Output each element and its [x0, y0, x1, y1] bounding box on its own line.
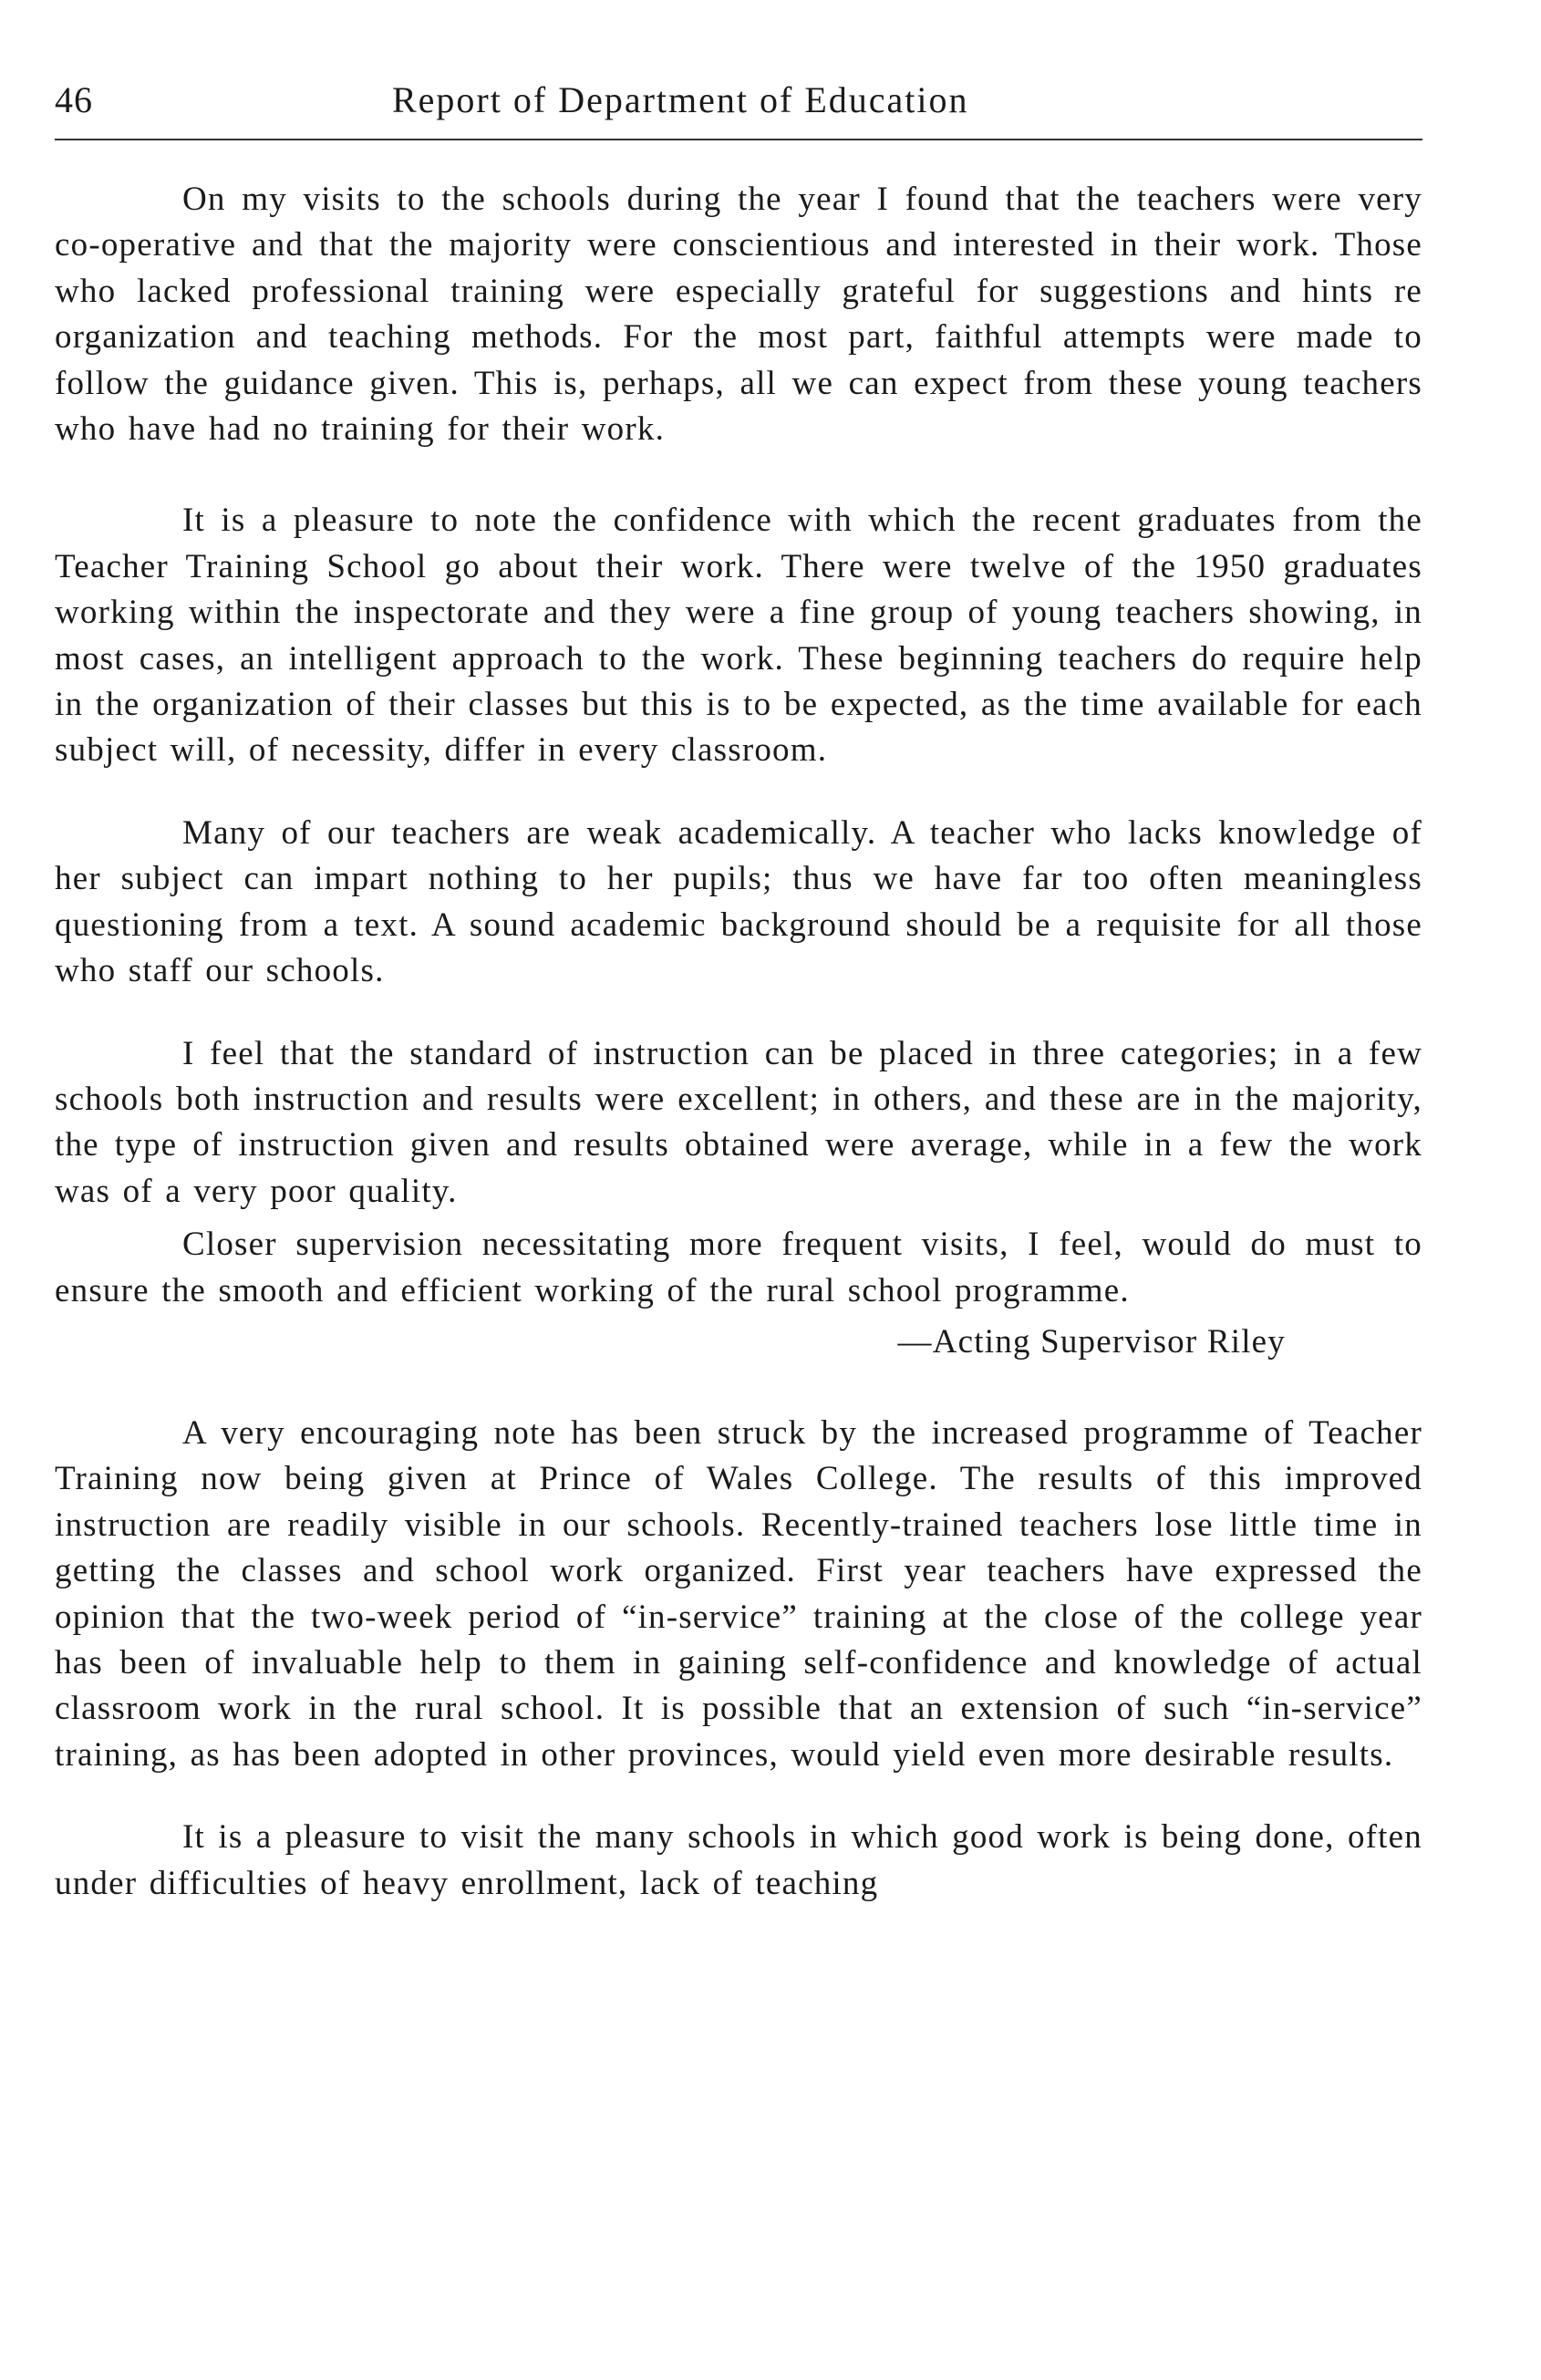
running-head: Report of Department of Education: [392, 79, 969, 120]
paragraph: It is a pleasure to visit the many schools in which good work is being done, often under difficulties of heavy enrollment, lack of teaching: [55, 1818, 1422, 1902]
paragraph: It is a pleasure to note the confidence with which the recent graduates from the Teacher Training School go about their work. There were twelve of the 1950 graduates working within the inspectorate and they were a fine group of young teachers showing, in most cases, an intelligent approach to the work. These beginning teachers do require help in the organization of their classes but this is to be expected, as the time available for each subject will, of necessity, differ in every classroom.: [55, 502, 1422, 770]
paragraph: Many of our teachers are weak academically. A teacher who lacks knowledge of her subject can impart nothing to her pupils; thus we have far too often meaningless questioning from a text. A sound academic background should be a requisite for all those who staff our schools.: [55, 813, 1422, 990]
page-body: [55, 177, 1422, 1907]
signature: —Acting Supervisor Riley: [897, 1322, 1286, 1361]
paragraph: On my visits to the schools during the year I found that the teachers were very co-operative and that the majority were conscientious and interested in their work. Those who lacked professional training were especially grateful for suggestions and hints re organization and teaching methods. For the most part, faithful attempts were made to follow the guidance given. This is, perhaps, all we can expect from these young teachers who have had no training for their work.: [55, 181, 1422, 449]
paragraph: A very encouraging note has been struck by the increased programme of Teacher Training now being given at Prince of Wales College. The results of this improved instruction are readily visible in our schools. Recently-trained teachers lose little time in getting the classes and school work organized. First year teachers have expressed the opinion that the two-week period of “in-service” training at the close of the college year has been of invaluable help to them in gaining self-confidence and knowledge of actual classroom work in the rural school. It is possible that an extension of such “in-service” training, as has been adopted in other provinces, would yield even more desirable results.: [55, 1413, 1422, 1774]
paragraph: I feel that the standard of instruction can be placed in three categories; in a few schools both instruction and results were excellent; in others, and these are in the majority, the type of instruction given and results obtained were average, while in a few the work was of a very poor quality.: [55, 1034, 1422, 1210]
paragraph: Closer supervision necessitating more frequent visits, I feel, would do must to ensure the smooth and efficient working of the rural school programme.: [55, 1226, 1422, 1309]
page-number: 46: [55, 79, 93, 120]
document-page: [55, 73, 1422, 1907]
page-header: [55, 73, 1422, 140]
